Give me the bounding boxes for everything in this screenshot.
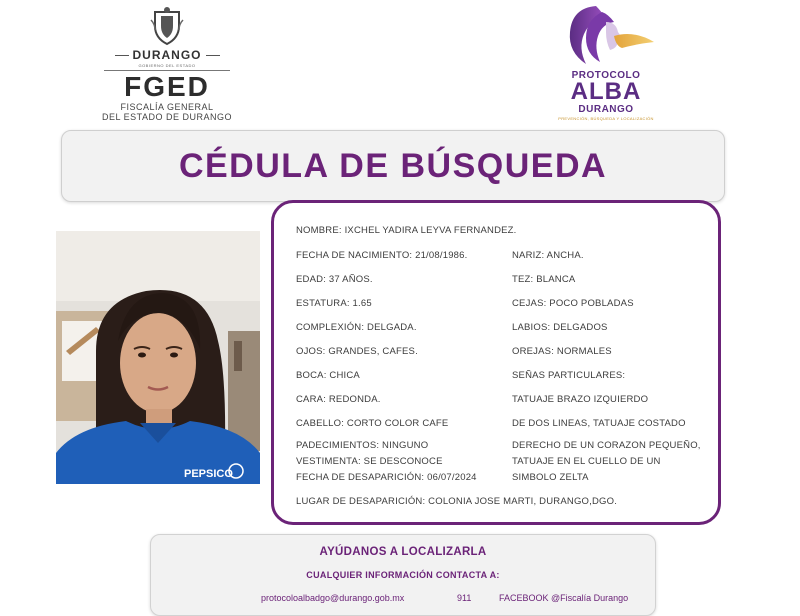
footer-contact-heading: CUALQUIER INFORMACIÓN CONTACTA A:	[306, 570, 500, 580]
field-complexion: COMPLEXIÓN: DELGADA.	[296, 322, 417, 333]
fged-full-line1: FISCALÍA GENERAL	[120, 102, 214, 112]
field-cara: CARA: REDONDA.	[296, 394, 381, 405]
field-nombre: NOMBRE: IXCHEL YADIRA LEYVA FERNANDEZ.	[296, 225, 517, 236]
contact-facebook-link[interactable]: FACEBOOK @Fiscalía Durango	[499, 593, 629, 603]
field-senas-line3: DERECHO DE UN CORAZON PEQUEÑO,	[512, 440, 701, 451]
field-boca: BOCA: CHICA	[296, 370, 360, 381]
field-senas-line2: DE DOS LINEAS, TATUAJE COSTADO	[512, 418, 686, 429]
alba-name: ALBA	[570, 78, 642, 105]
field-vestimenta: VESTIMENTA: SE DESCONOCE	[296, 456, 443, 467]
field-senas-line4: TATUAJE EN EL CUELLO DE UN	[512, 456, 661, 467]
field-edad: EDAD: 37 AÑOS.	[296, 274, 373, 285]
field-senas-line1: TATUAJE BRAZO IZQUIERDO	[512, 394, 649, 405]
alba-protocolo: PROTOCOLO	[571, 70, 641, 81]
field-orejas: OREJAS: NORMALES	[512, 346, 612, 357]
page-title: CÉDULA DE BÚSQUEDA	[178, 146, 608, 185]
field-senas-label: SEÑAS PARTICULARES:	[512, 370, 626, 381]
footer-contact-box	[150, 534, 656, 616]
field-cabello: CABELLO: CORTO COLOR CAFE	[296, 418, 449, 429]
fged-full-name	[92, 102, 242, 122]
alba-tagline: PREVENCIÓN, BÚSQUEDA Y LOCALIZACIÓN	[558, 116, 654, 121]
contact-phone[interactable]: 911	[457, 593, 472, 603]
field-fecha-desaparicion: FECHA DE DESAPARICIÓN: 06/07/2024	[296, 472, 477, 483]
fged-full-line2: DEL ESTADO DE DURANGO	[101, 112, 233, 122]
field-labios: LABIOS: DELGADOS	[512, 322, 608, 333]
field-ojos: OJOS: GRANDES, CAFES.	[296, 346, 418, 357]
details-card	[271, 200, 721, 525]
field-fecha-nacimiento: FECHA DE NACIMIENTO: 21/08/1986.	[296, 250, 468, 261]
title-banner	[61, 130, 725, 202]
field-cejas: CEJAS: POCO POBLADAS	[512, 298, 634, 309]
field-lugar-desaparicion: LUGAR DE DESAPARICIÓN: COLONIA JOSE MARTI, DURANGO,DGO.	[296, 496, 618, 507]
shirt-logo-text: PEPSICO	[184, 468, 233, 480]
footer-title: AYÚDANOS A LOCALIZARLA	[319, 546, 487, 558]
missing-person-photo	[56, 231, 260, 484]
alba-woman-profile-icon	[556, 2, 656, 72]
state-crest-icon	[147, 6, 187, 46]
fged-acronym: FGED	[124, 71, 210, 102]
protocolo-alba-logo	[548, 2, 664, 124]
fged-state: DURANGO	[92, 48, 242, 62]
photo-illustration	[56, 231, 260, 484]
field-estatura: ESTATURA: 1.65	[296, 298, 372, 309]
field-tez: TEZ: BLANCA	[512, 274, 576, 285]
fged-logo	[92, 4, 242, 122]
fged-state-sub: GOBIERNO DEL ESTADO	[138, 63, 196, 68]
field-nariz: NARIZ: ANCHA.	[512, 250, 584, 261]
field-senas-line5: SIMBOLO ZELTA	[512, 472, 589, 483]
field-padecimientos: PADECIMIENTOS: NINGUNO	[296, 440, 429, 451]
contact-email-link[interactable]: protocoloalbadgo@durango.gob.mx	[261, 593, 405, 603]
alba-city: DURANGO	[578, 104, 634, 115]
